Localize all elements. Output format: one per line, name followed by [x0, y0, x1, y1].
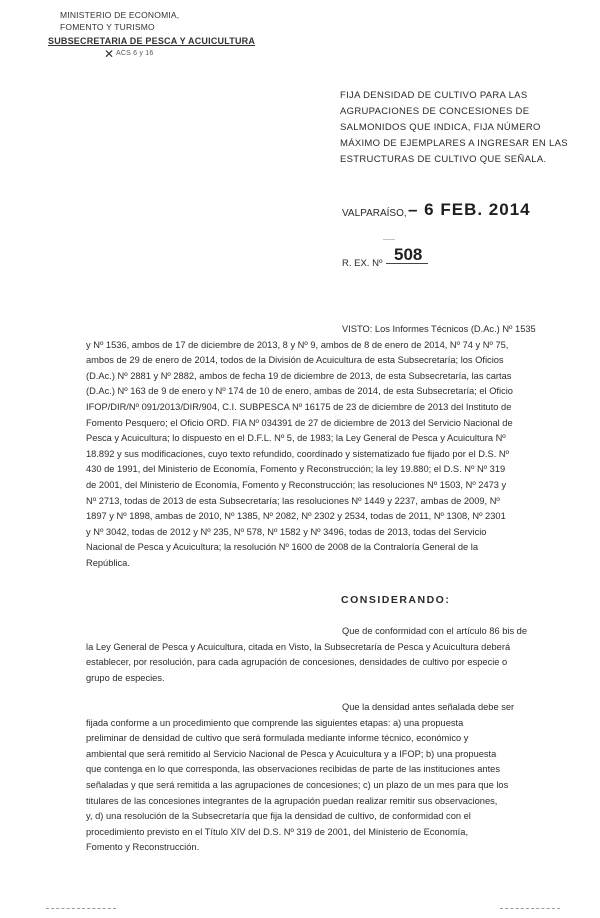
footer-rule-left — [46, 908, 116, 909]
visto-line: (D.Ac.) Nº 163 de 9 de enero y Nº 174 de 10 de enero, ambas de 2014, de esta Subsecretaría; el Oficio — [86, 386, 513, 397]
visto-line: Nacional de Pesca y Acuicultura; la resolución Nº 1600 de 2008 de la Contraloría General de la — [86, 542, 479, 553]
paragraph-line: Que la densidad antes señalada debe ser — [342, 702, 515, 712]
visto-line: y Nº 3042, todas de 2012 y Nº 235, Nº 578, Nº 1582 y Nº 3496, todas de 2013, todas del Servicio — [86, 526, 487, 537]
place-label: VALPARAÍSO, — [342, 208, 407, 219]
resolution-label: R. EX. Nº — [342, 258, 383, 269]
paragraph-line: ambiental que será remitido al Servicio Nacional de Pesca y Acuicultura y a IFOP; b) una propuesta — [86, 748, 497, 759]
visto-line: Nº 2713, todas de 2013 de esta Subsecretaría; las resoluciones Nº 1449 y 2237, ambas de 2009, Nº — [86, 495, 500, 506]
header-ref: ACS 6 y 16 — [116, 50, 154, 57]
rex-stamp-mark: —— — [383, 237, 395, 243]
header-ministry: MINISTERIO DE ECONOMIA, — [60, 10, 180, 20]
title-line: ESTRUCTURAS DE CULTIVO QUE SEÑALA. — [340, 154, 547, 165]
title-line: FIJA DENSIDAD DE CULTIVO PARA LAS — [340, 90, 528, 101]
paragraph-line: y, d) una resolución de la Subsecretaría que fija la densidad de cultivo, de conformidad con el — [86, 811, 471, 822]
visto-section — [86, 322, 544, 572]
paragraph-line: preliminar de densidad de cultivo que será formulada mediante informe técnico, económico y — [86, 733, 469, 744]
paragraph-line: señaladas y que será remitida a las agrupaciones de concesiones; c) un plazo de un mes para que los — [86, 779, 509, 790]
footer-rule-right — [500, 908, 560, 909]
title-line: MÁXIMO DE EJEMPLARES A INGRESAR EN LAS — [340, 138, 568, 149]
paragraph-line: procedimiento previsto en el Título XIV del D.S. Nº 319 de 2001, del Ministerio de Economía, — [86, 826, 469, 837]
paragraph-line: Fomento y Reconstrucción. — [86, 842, 200, 853]
visto-line: Pesca y Acuicultura; lo dispuesto en el D.F.L. Nº 5, de 1983; la Ley General de Pesca y Acuicultura Nº — [86, 433, 506, 444]
visto-line: IFOP/DIR/Nº 091/2013/DIR/904, C.I. SUBPESCA Nº 16175 de 23 de diciembre de 2013 del Instituto de — [86, 401, 512, 412]
paragraph-line: fijada conforme a un procedimiento que comprende las siguientes etapas: a) una propuesta — [86, 717, 464, 728]
paragraph-line: que contenga en lo que corresponda, las observaciones recibidas de parte de las instituciones antes — [86, 764, 500, 775]
date-stamp: – 6 FEB. 2014 — [408, 200, 531, 219]
visto-line: (D.Ac.) Nº 2881 y Nº 2882, ambos de fecha 19 de diciembre de 2013, de esta Subsecretaría, las cartas — [86, 370, 512, 381]
handwritten-mark: ✕ — [104, 47, 115, 61]
header-ministry-2: FOMENTO Y TURISMO — [60, 22, 155, 32]
paragraph-line: establecer, por resolución, para cada agrupación de concesiones, densidades de cultivo por especie o — [86, 657, 508, 668]
visto-line: de 2001, del Ministerio de Economía, Fomento y Reconstrucción; las resoluciones Nº 1503, Nº 2473 y — [86, 479, 507, 490]
paragraph-line: la Ley General de Pesca y Acuicultura, citada en Visto, la Subsecretaría de Pesca y Acuicultura deberá — [86, 641, 511, 652]
resolution-number-underline — [386, 263, 428, 264]
visto-line: República. — [86, 557, 130, 568]
paragraph-line: titulares de las concesiones integrantes de la agrupación puedan realizar remitir sus observaciones, — [86, 795, 498, 806]
considerando-paragraph-2 — [86, 700, 544, 856]
considerando-heading: CONSIDERANDO: — [341, 594, 451, 606]
considerando-paragraph-1 — [86, 624, 544, 686]
title-line: AGRUPACIONES DE CONCESIONES DE — [340, 106, 530, 117]
visto-line: ambos de 29 de enero de 2014, todos de la División de Acuicultura de esta Subsecretaría; los Oficios — [86, 355, 504, 366]
visto-line: 18.892 y sus modificaciones, cuyo texto refundido, coordinado y sistematizado fue fijado por el D.S. Nº — [86, 448, 510, 459]
title-line: SALMONIDOS QUE INDICA, FIJA NÚMERO — [340, 122, 541, 133]
visto-line: Fomento Pesquero; el Oficio ORD. FIA Nº 034391 de 27 de diciembre de 2013 del Servicio Nacional de — [86, 417, 513, 428]
visto-line: 430 de 1991, del Ministerio de Economía, Fomento y Reconstrucción; la ley 19.880; el D.S. Nº Nº 319 — [86, 464, 506, 475]
header-subsecretaria: SUBSECRETARIA DE PESCA Y ACUICULTURA — [48, 36, 256, 46]
resolution-number: 508 — [394, 245, 423, 264]
paragraph-line: grupo de especies. — [86, 672, 165, 683]
visto-line: VISTO: Los Informes Técnicos (D.Ac.) Nº 1535 — [342, 324, 536, 334]
visto-line: y Nº 1536, ambos de 17 de diciembre de 2013, 8 y Nº 9, ambos de 8 de enero de 2014, Nº 74 y Nº 75, — [86, 339, 509, 350]
visto-line: 1897 y Nº 1898, ambas de 2010, Nº 1385, Nº 2082, Nº 2302 y 2534, todas de 2011, Nº 1308, Nº 2301 — [86, 511, 506, 522]
paragraph-line: Que de conformidad con el artículo 86 bis de — [342, 626, 528, 636]
resolution-title — [340, 88, 580, 168]
